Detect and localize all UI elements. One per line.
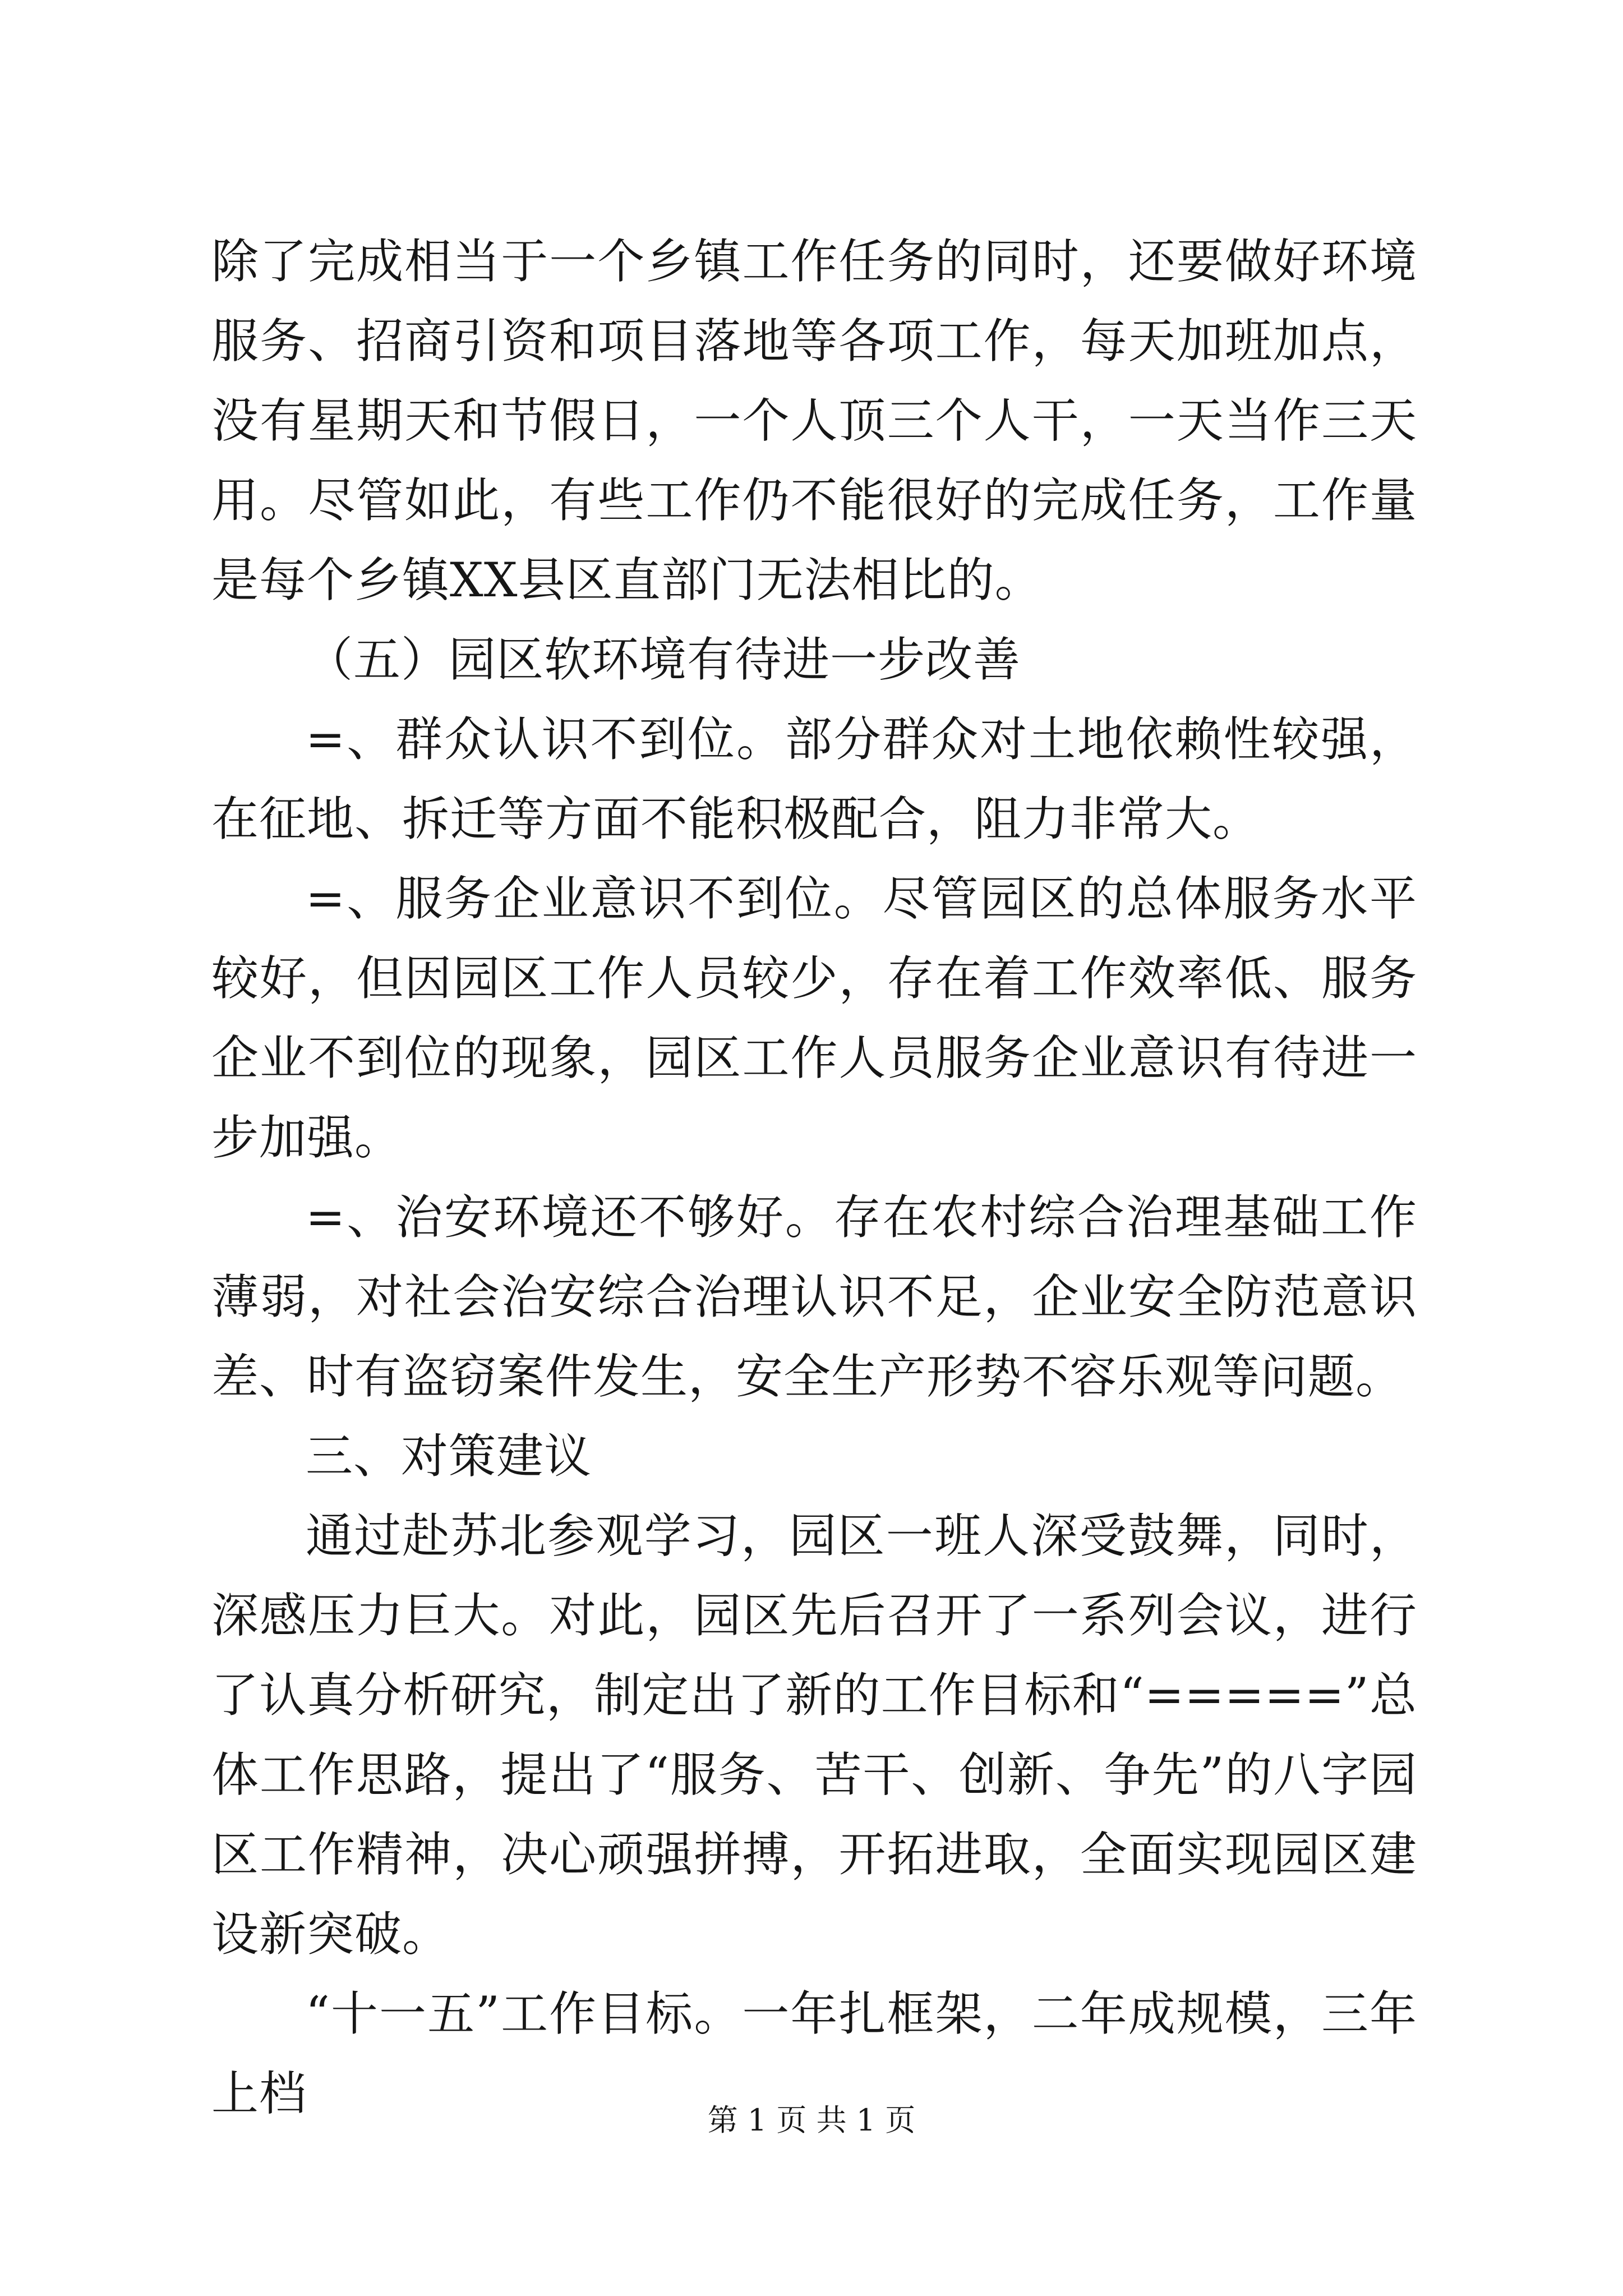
- section-heading: 三、对策建议: [306, 1429, 592, 1484]
- page-footer: 第 1 页 共 1 页: [707, 2102, 916, 2138]
- body-paragraph: =、服务企业意识不到位。尽管园区的总体服务水平较好，但因园区工作人员较少，存在着工作效率低、服务企业不到位的现象，园区工作人员服务企业意识有待进一步加强。: [211, 871, 1417, 1165]
- body-paragraph: 通过赴苏北参观学习，园区一班人深受鼓舞，同时，深感压力巨大。对此，园区先后召开了一系列会议，进行了认真分析研究，制定出了新的工作目标和“=====”总体工作思路，提出了“服务、苦干、创新、争先”的八字园区工作精神，决心顽强拼搏，开拓进取，全面实现园区建设新突破。: [211, 1508, 1417, 1962]
- body-paragraph: 除了完成相当于一个乡镇工作任务的同时，还要做好环境服务、招商引资和项目落地等各项工作，每天加班加点，没有星期天和节假日，一个人顶三个人干，一天当作三天用。尽管如此，有些工作仍不能很好的完成任务，工作量是每个乡镇XX县区直部门无法相比的。: [211, 234, 1417, 608]
- body-paragraph: “十一五”工作目标。一年扎框架，二年成规模，三年上档: [211, 1986, 1417, 2121]
- body-paragraph: =、治安环境还不够好。存在农村综合治理基础工作薄弱，对社会治安综合治理认识不足，企业安全防范意识差、时有盗窃案件发生，安全生产形势不容乐观等问题。: [211, 1190, 1417, 1404]
- section-heading: （五）园区软环境有待进一步改善: [306, 632, 1021, 687]
- document-body: [211, 222, 1417, 2133]
- body-paragraph: =、群众认识不到位。部分群众对土地依赖性较强，在征地、拆迁等方面不能积极配合，阻力非常大。: [211, 712, 1417, 846]
